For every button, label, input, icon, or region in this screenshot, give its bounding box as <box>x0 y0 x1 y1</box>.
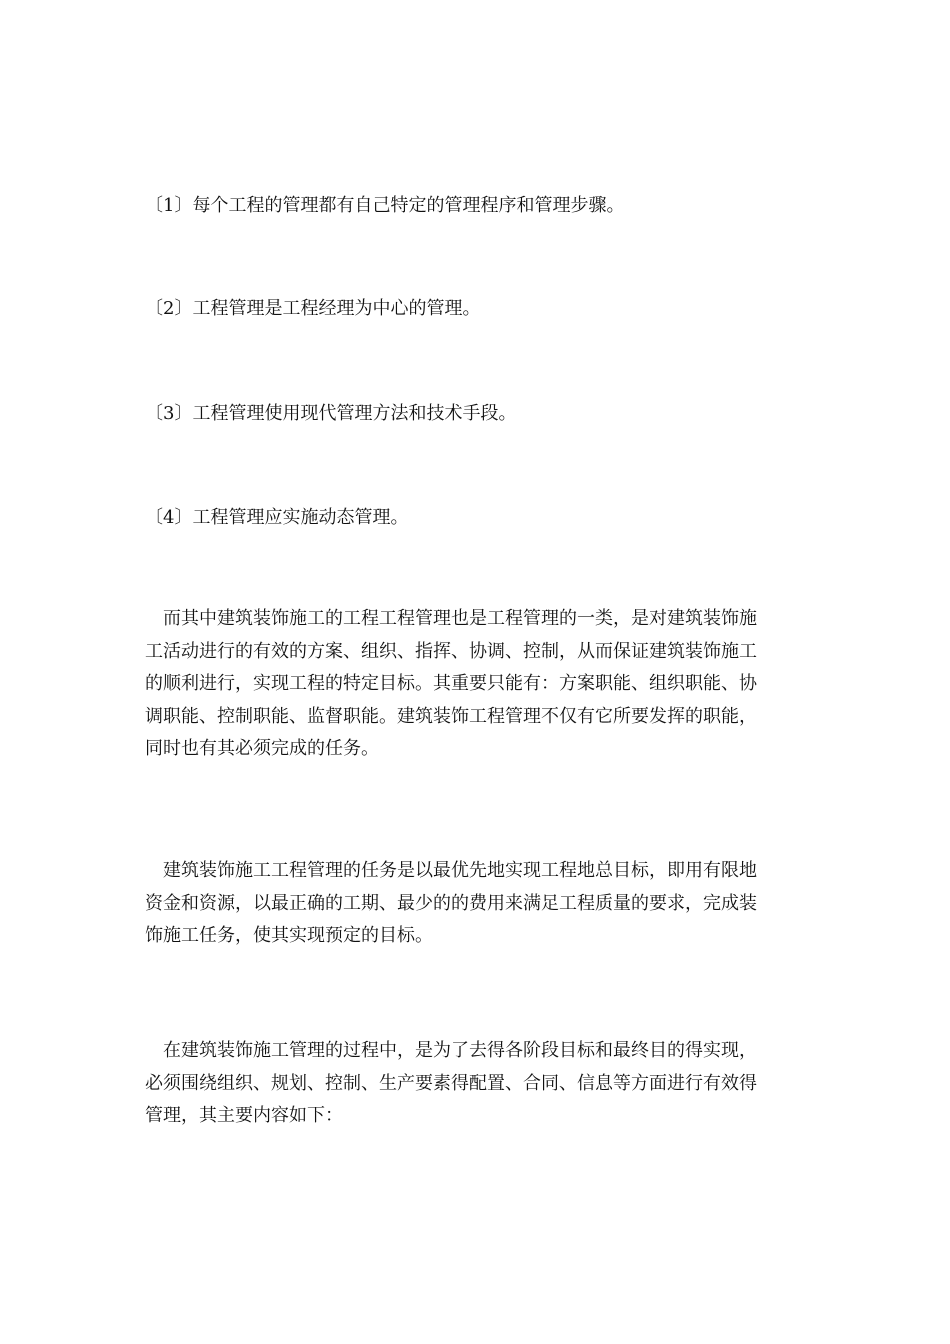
list-item-1: 〔1〕每个工程的管理都有自己特定的管理程序和管理步骤。 <box>145 195 625 216</box>
paragraph-line: 必须围绕组织、规划、控制、生产要素得配置、合同、信息等方面进行有效得 <box>145 1072 757 1094</box>
paragraph-line: 建筑装饰施工工程管理的任务是以最优先地实现工程地总目标，即用有限地 <box>145 860 757 881</box>
paragraph-line: 饰施工任务，使其实现预定的目标。 <box>145 925 433 946</box>
paragraph-line: 而其中建筑装饰施工的工程工程管理也是工程管理的一类，是对建筑装饰施 <box>145 608 757 629</box>
paragraph-line: 工活动进行的有效的方案、组织、指挥、协调、控制，从而保证建筑装饰施工 <box>145 640 757 662</box>
list-item-2: 〔2〕工程管理是工程经理为中心的管理。 <box>145 298 481 319</box>
paragraph-management-content <box>145 1035 805 1133</box>
list-item-4: 〔4〕工程管理应实施动态管理。 <box>145 507 409 528</box>
paragraph-project-management-functions <box>145 603 805 766</box>
paragraph-line: 在建筑装饰施工管理的过程中，是为了去得各阶段目标和最终目的得实现， <box>145 1040 757 1061</box>
paragraph-line: 管理，其主要内容如下： <box>145 1105 343 1126</box>
list-item-3: 〔3〕工程管理使用现代管理方法和技术手段。 <box>145 403 517 424</box>
paragraph-line: 同时也有其必须完成的任务。 <box>145 738 379 759</box>
paragraph-project-management-tasks <box>145 855 805 953</box>
paragraph-line: 资金和资源，以最正确的工期、最少的的费用来满足工程质量的要求，完成装 <box>145 892 757 914</box>
paragraph-line: 调职能、控制职能、监督职能。建筑装饰工程管理不仅有它所要发挥的职能， <box>145 705 757 727</box>
paragraph-line: 的顺利进行，实现工程的特定目标。其重要只能有：方案职能、组织职能、协 <box>145 673 757 694</box>
